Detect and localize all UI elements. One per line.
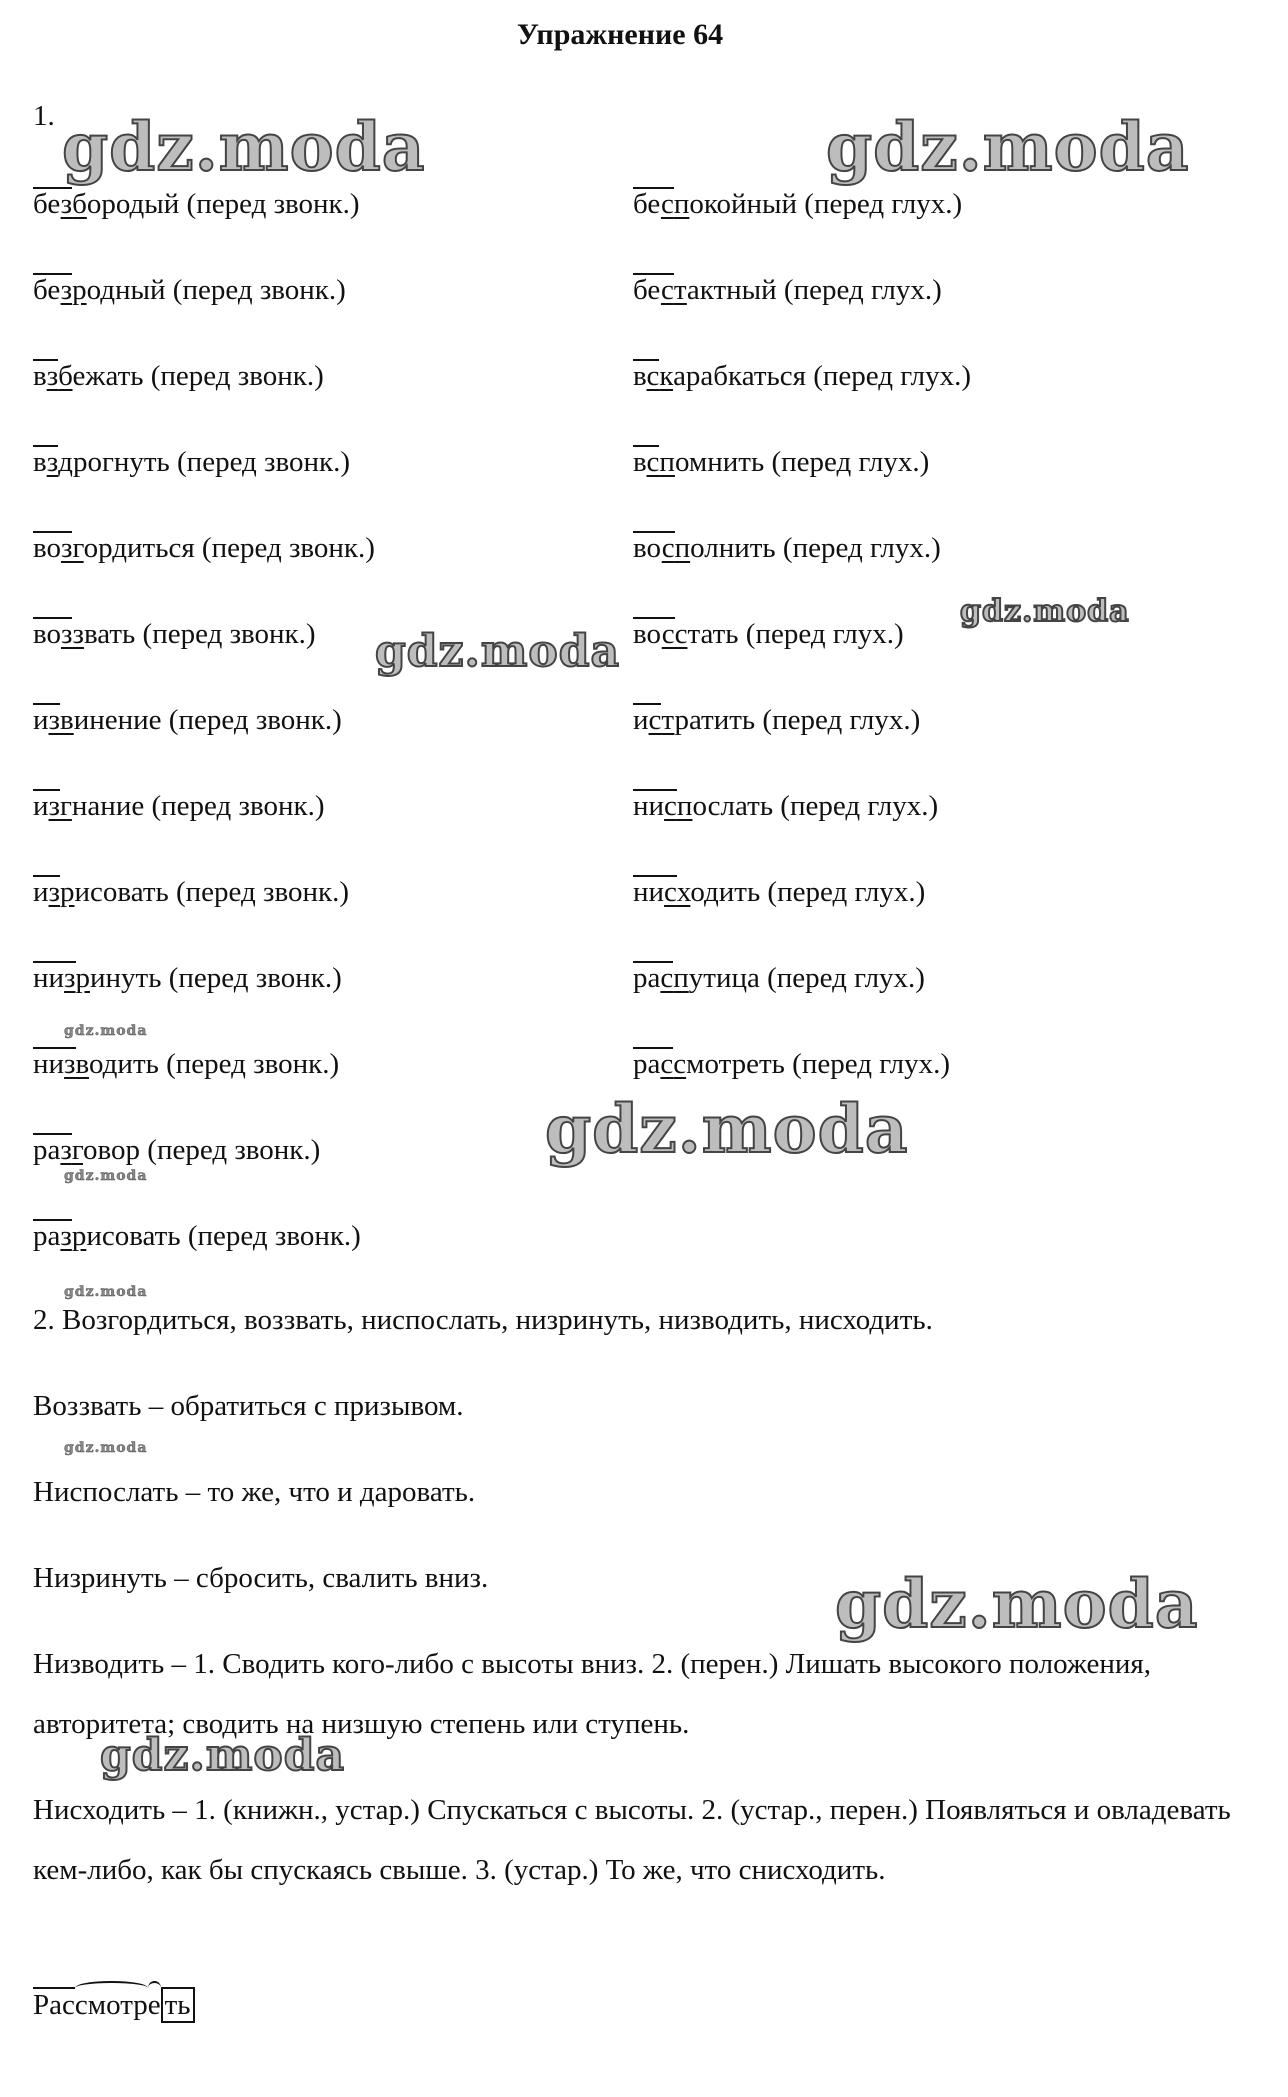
word-note: (перед глух.) [776,274,942,306]
prefix-mark: воз [33,532,73,564]
prefix-mark: вос [633,618,675,650]
word-note: (перед глух.) [764,446,930,478]
prefix-mark: раз [33,1220,72,1252]
word-note: (перед звонк.) [161,704,342,736]
word-note: (перед звонк.) [140,1134,321,1166]
word-row [33,442,375,528]
prefix-mark: вс [633,360,660,392]
watermark: gdz.moda [64,1440,148,1456]
watermark: gdz.moda [64,1023,148,1039]
right-word-column [633,184,971,1130]
word-ending: ть [161,1987,195,2023]
definition-nisposlat: Ниспослать – то же, что и даровать. [33,1476,476,1508]
word-rest: водить [75,1048,159,1080]
prefix-mark: вс [633,446,660,478]
word-rest: тратить [661,704,756,736]
word-rest: путица [673,962,760,994]
prefix-mark: рас [633,1048,674,1080]
watermark: gdz.moda [62,108,426,186]
exercise-title: Упражнение 64 [516,18,724,51]
word-row [33,958,375,1044]
word-prefix: Рас [33,1989,75,2021]
word-note: (перед звонк.) [143,360,324,392]
word-row [633,442,971,528]
word-analysis [33,1985,1233,2025]
word-note: (перед глух.) [784,1048,950,1080]
word-note: (перед звонк.) [135,618,316,650]
word-row [633,270,971,356]
word-row [633,356,971,442]
word-rest: ходить [676,876,761,908]
word-row [33,1044,375,1130]
prefix-mark: вос [633,532,675,564]
left-word-column [33,184,375,1302]
word-rest: смотреть [673,1048,785,1080]
prefix-mark: вз [33,446,59,478]
definition-nizrinut: Низринуть – сбросить, свалить вниз. [33,1562,489,1594]
watermark: gdz.moda [545,1090,909,1168]
prefix-mark: нис [633,876,677,908]
prefix-mark: из [33,876,60,908]
watermark: gdz.moda [826,108,1190,186]
word-note: (перед глух.) [805,360,972,392]
word-note: (перед звонк.) [194,532,375,564]
prefix-mark: низ [33,1048,76,1080]
word-row [633,958,971,1044]
prefix-mark: из [33,704,60,736]
word-row [633,184,971,270]
word-rest: гордиться [72,532,195,564]
word-note: (перед звонк.) [179,188,360,220]
word-rest: звать [72,618,136,650]
word-note: (перед звонк.) [165,274,346,306]
word-note: (перед звонк.) [161,962,342,994]
prefix-mark: без [33,188,73,220]
prefix-mark: нис [633,790,677,822]
watermark: gdz.moda [64,1168,148,1184]
prefix-mark: бес [633,274,674,306]
word-rest: полнить [674,532,776,564]
word-row [33,1130,375,1216]
word-row [33,872,375,958]
word-rest: дрогнуть [58,446,170,478]
prefix-mark: воз [33,618,73,650]
word-note: (перед глух.) [797,188,963,220]
word-row [633,1044,971,1130]
prefix-mark: бес [633,188,674,220]
word-rest: помнить [659,446,765,478]
watermark: gdz.moda [100,1730,346,1781]
word-rest: карабкаться [659,360,806,392]
word-rest: ринуть [75,962,162,994]
watermark: gdz.moda [64,1284,148,1300]
definition-nizvodit: Низводить – 1. Сводить кого-либо с высоты вниз. 2. (перен.) Лишать высокого положения, авторитета; сводить на низшую степень или ступень. [33,1648,1152,1740]
word-row [33,528,375,614]
word-rest: говор [71,1134,141,1166]
prefix-mark: вз [33,360,59,392]
word-rest: рисовать [60,876,169,908]
watermark: gdz.moda [375,626,621,677]
word-row [33,356,375,442]
word-note: (перед глух.) [760,876,926,908]
word-note: (перед глух.) [775,532,941,564]
word-rest: бежать [58,360,144,392]
word-row [633,528,971,614]
word-row [33,270,375,356]
word-note: (перед звонк.) [144,790,325,822]
word-note: (перед звонк.) [169,446,351,478]
word-row [633,614,971,700]
word-note: (перед глух.) [738,618,904,650]
definition-vozzvat: Воззвать – обратиться с призывом. [33,1390,464,1422]
word-rest: тактный [673,274,777,306]
word-row [33,700,375,786]
word-rest: винение [60,704,162,736]
word-row [633,786,971,872]
word-note: (перед глух.) [773,790,939,822]
prefix-mark: низ [33,962,76,994]
prefix-mark: ис [633,704,662,736]
word-rest: бородый [72,188,180,220]
section-2-list: 2. Возгордиться, воззвать, ниспослать, низринуть, низводить, нисходить. [33,1304,933,1336]
word-rest: рисовать [71,1220,181,1252]
word-rest: гнание [60,790,145,822]
word-row [33,184,375,270]
word-row [33,786,375,872]
word-note: (перед звонк.) [158,1048,340,1080]
word-rest: родный [72,274,166,306]
word-row [633,872,971,958]
prefix-mark: раз [33,1134,72,1166]
definition-niskhodit: Нисходить – 1. (книжн., устар.) Спускаться с высоты. 2. (устар., перен.) Появляться и овладевать кем-либо, как бы спускаясь свыше. 3. (устар.) То же, что снисходить. [33,1794,1231,1886]
word-note: (перед звонк.) [180,1220,361,1252]
watermark: gdz.moda [835,1565,1199,1643]
word-rest: покойный [673,188,798,220]
word-root: смотр [75,1985,148,2025]
word-rest: стать [674,618,739,650]
prefix-mark: без [33,274,73,306]
word-rest: послать [676,790,774,822]
section-1-number: 1. [33,100,55,132]
word-suffix: е [148,1985,161,2025]
prefix-mark: из [33,790,60,822]
word-row [633,700,971,786]
word-row [33,614,375,700]
word-note: (перед глух.) [759,962,925,994]
watermark: gdz.moda [960,594,1130,629]
word-note: (перед звонк.) [168,876,349,908]
word-note: (перед глух.) [755,704,921,736]
prefix-mark: рас [633,962,674,994]
